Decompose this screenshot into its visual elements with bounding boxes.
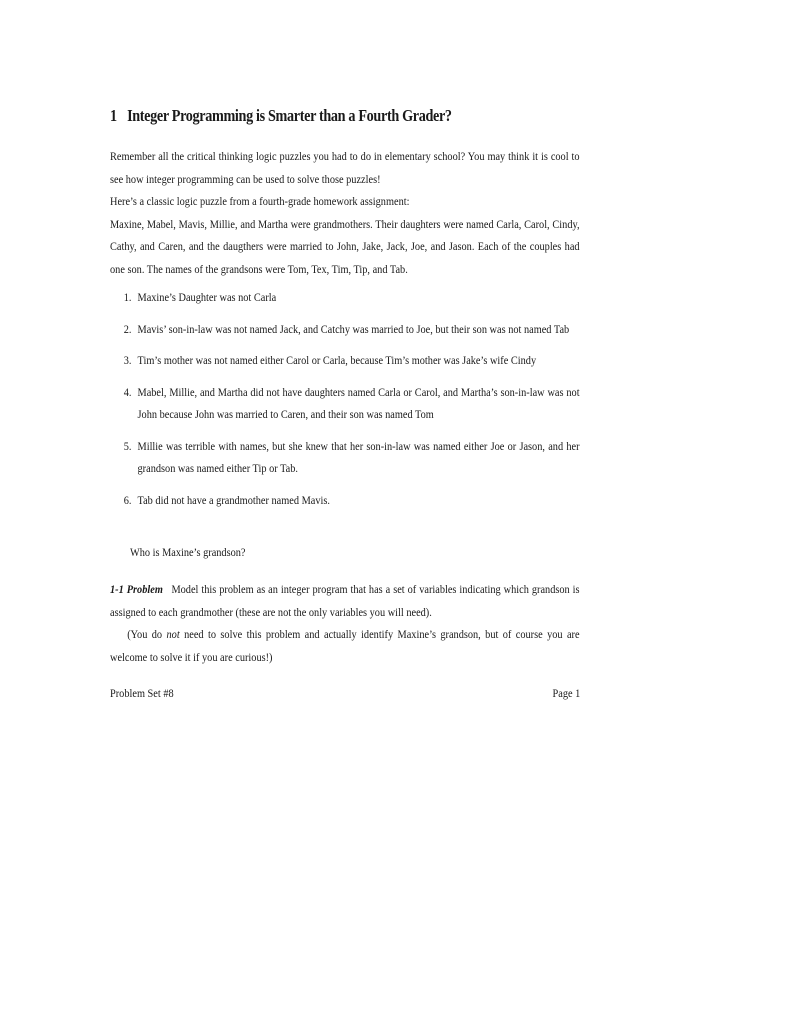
page-number: Page 1 bbox=[552, 686, 580, 700]
intro-paragraph-1: Remember all the critical thinking logic puzzles you had to do in elementary school? You may think it is cool to see how integer programming can be used to solve those puzzles! bbox=[110, 149, 580, 186]
page-footer bbox=[110, 686, 580, 701]
problem-note-before: (You do bbox=[127, 627, 167, 641]
intro-text bbox=[110, 145, 580, 280]
problem-note-emphasis: not bbox=[166, 627, 180, 641]
clue-text: Maxine’s Daughter was not Carla bbox=[137, 290, 277, 304]
problem-label: 1-1 Problem bbox=[110, 582, 163, 596]
problem-note-after: need to solve this problem and actually identify Maxine’s grandson, but of course you are welcome to solve it if you are curious!) bbox=[110, 627, 580, 664]
section-heading bbox=[110, 106, 514, 126]
intro-paragraph-3: Maxine, Mabel, Mavis, Millie, and Martha were grandmothers. Their daughters were named Carla, Carol, Cindy, Cathy, and Caren, and the daugthers were married to John, Jake, Jack, Joe, and Jason. Each of the couples had one son. The names of the grandsons were Tom, Tex, Tim, Tip, and Tab. bbox=[110, 216, 580, 276]
list-item bbox=[110, 381, 580, 426]
clue-text: Millie was terrible with names, but she knew that her son-in-law was named either Joe or Jason, and her grandson was named either Tip or Tab. bbox=[137, 438, 580, 475]
list-item bbox=[110, 435, 580, 480]
intro-paragraph-2: Here’s a classic logic puzzle from a fourth-grade homework assignment: bbox=[110, 194, 410, 208]
list-item bbox=[110, 318, 580, 341]
problem-block bbox=[110, 578, 580, 668]
problem-note bbox=[110, 623, 580, 668]
clue-number: 3. bbox=[123, 353, 132, 367]
clue-number: 2. bbox=[123, 321, 132, 336]
footer-left: Problem Set #8 bbox=[110, 686, 174, 700]
clue-text: Tim’s mother was not named either Carol or Carla, because Tim’s mother was Jake’s wife Cindy bbox=[137, 353, 537, 367]
problem-statement bbox=[110, 578, 580, 623]
question-text: Who is Maxine’s grandson? bbox=[130, 545, 246, 559]
section-number: 1 bbox=[110, 106, 117, 125]
clue-text: Tab did not have a grandmother named Mavis. bbox=[137, 492, 330, 507]
problem-text: Model this problem as an integer program that has a set of variables indicating which grandson is assigned to each grandmother (these are not the only variables you will need). bbox=[110, 582, 580, 619]
clue-number: 1. bbox=[123, 290, 132, 304]
clue-text: Mavis’ son-in-law was not named Jack, and Catchy was married to Joe, but their son was not named Tab bbox=[137, 321, 570, 336]
list-item bbox=[110, 349, 580, 372]
clue-number: 5. bbox=[123, 438, 132, 453]
clue-number: 6. bbox=[123, 492, 132, 507]
list-item bbox=[110, 286, 580, 309]
clue-text: Mabel, Millie, and Martha did not have daughters named Carla or Carol, and Martha’s son-in-law was not John because John was married to Caren, and their son was named Tom bbox=[137, 384, 580, 421]
section-title: Integer Programming is Smarter than a Fourth Grader? bbox=[127, 106, 452, 125]
clue-number: 4. bbox=[123, 384, 132, 399]
clue-list bbox=[110, 286, 580, 520]
list-item bbox=[110, 489, 580, 512]
